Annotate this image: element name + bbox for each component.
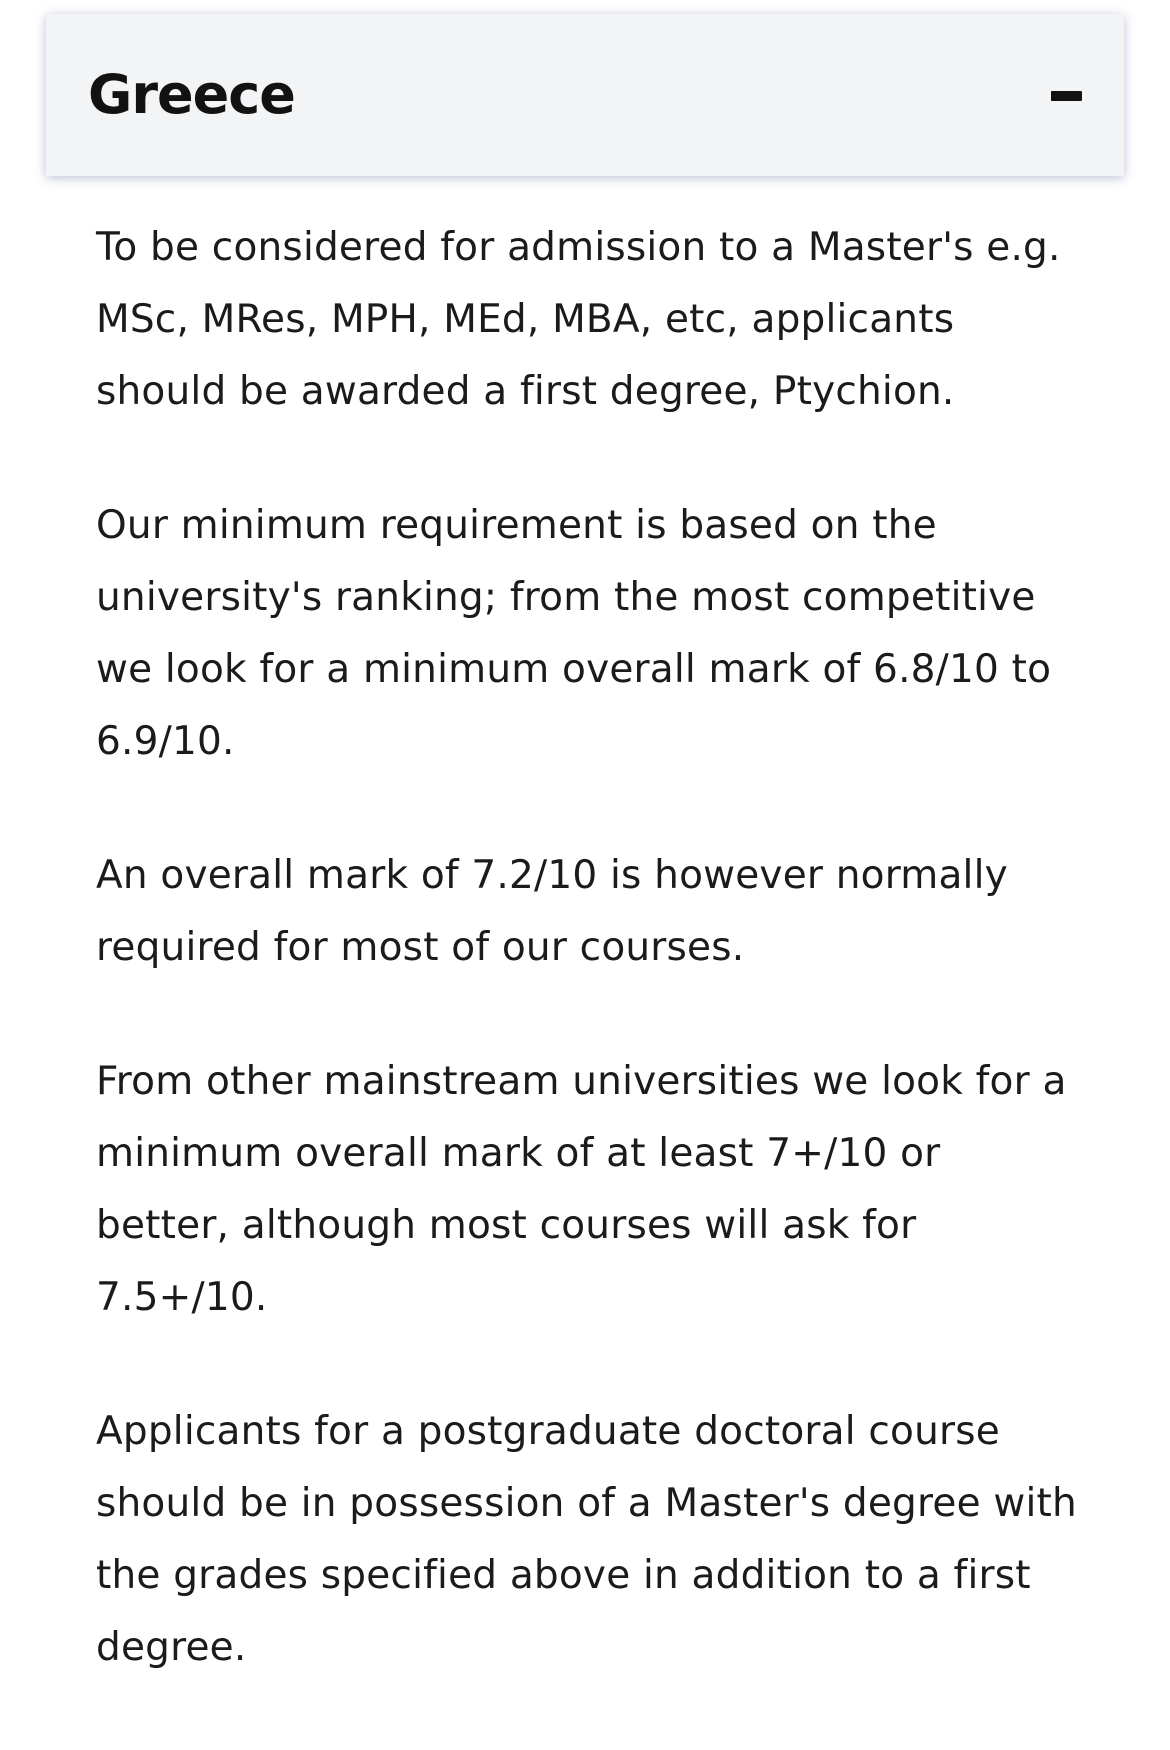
accordion-header[interactable] — [46, 14, 1124, 176]
minus-icon[interactable] — [1051, 91, 1082, 101]
paragraph-overall-mark: An overall mark of 7.2/10 is however normally required for most of our courses. — [96, 853, 1008, 970]
paragraph-masters-admission: To be considered for admission to a Master's e.g. MSc, MRes, MPH, MEd, MBA, etc, applicants should be awarded a first degree, Ptychion. — [96, 225, 1061, 414]
accordion-body — [96, 212, 1086, 1746]
paragraph-minimum-requirement: Our minimum requirement is based on the university's ranking; from the most competitive we look for a minimum overall mark of 6.8/10 to 6.9/10. — [96, 503, 1052, 764]
paragraph-other-universities: From other mainstream universities we look for a minimum overall mark of at least 7+/10 or better, although most courses will ask for 7.5+/10. — [96, 1059, 1067, 1320]
accordion-title: Greece — [88, 63, 295, 126]
paragraph-doctoral-course: Applicants for a postgraduate doctoral course should be in possession of a Master's degree with the grades specified above in addition to a first degree. — [96, 1409, 1077, 1670]
